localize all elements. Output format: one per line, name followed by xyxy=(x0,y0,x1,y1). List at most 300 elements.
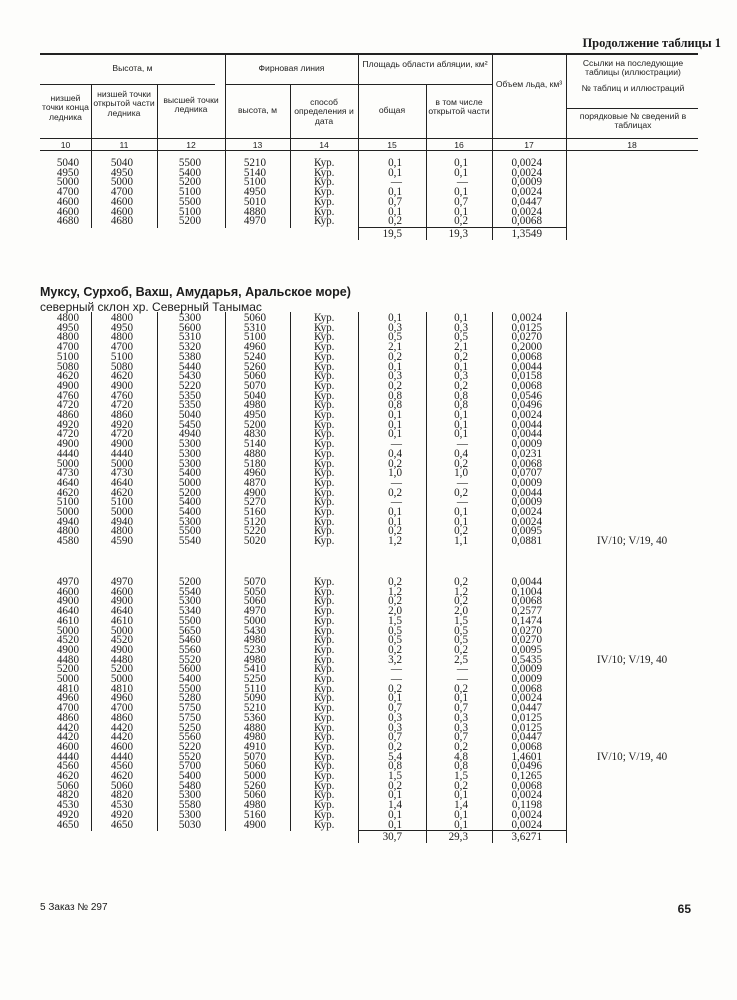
highest-cell: 5650 xyxy=(178,624,201,637)
area-open-cell: 2,0 xyxy=(454,605,468,618)
ice-volume-cell: 0,0024 xyxy=(511,789,542,802)
firn-method-cell: Кур. xyxy=(314,653,335,666)
firn-height-cell: 5310 xyxy=(243,321,266,334)
area-open-cell: — xyxy=(456,496,468,509)
area-open-cell: 0,2 xyxy=(454,779,468,792)
lowest-open-cell: 4900 xyxy=(110,595,133,608)
ice-volume-cell: 1,3549 xyxy=(511,227,542,240)
firn-method-cell: Кур. xyxy=(314,605,335,618)
area-total-cell: 30,7 xyxy=(382,831,402,844)
lowest-open-cell: 4720 xyxy=(110,428,133,441)
ice-volume-cell: 0,0024 xyxy=(511,157,542,169)
ice-volume-cell: 0,0044 xyxy=(511,418,542,431)
firn-method-cell: Кур. xyxy=(314,760,335,773)
lowest-tongue-cell: 5100 xyxy=(56,350,79,363)
lowest-tongue-cell: 4600 xyxy=(56,585,79,598)
lowest-tongue-cell: 4700 xyxy=(56,341,79,354)
firn-height-cell: 5110 xyxy=(244,682,266,695)
area-open-cell: 1,2 xyxy=(454,585,468,598)
ice-volume-cell: 0,0044 xyxy=(511,486,542,499)
firn-method-cell: Кур. xyxy=(314,166,335,179)
highest-cell: 5280 xyxy=(178,692,201,705)
highest-cell: 5300 xyxy=(178,312,201,324)
highest-cell: 5300 xyxy=(178,438,201,451)
lowest-open-cell: 4900 xyxy=(110,643,133,656)
firn-height-cell: 4970 xyxy=(243,605,266,618)
lowest-tongue-cell: 5000 xyxy=(56,176,79,189)
header-vrule-8 xyxy=(566,53,567,150)
firn-height-cell: 4980 xyxy=(243,731,266,744)
ice-volume-cell: 0,0068 xyxy=(511,682,542,695)
highest-cell: 5350 xyxy=(178,389,201,402)
firn-height-cell: 4910 xyxy=(243,740,266,753)
area-open-cell: 0,1 xyxy=(454,409,468,421)
area-open-cell: 0,1 xyxy=(454,157,468,169)
area-open-cell: 0,7 xyxy=(454,195,468,208)
refs-cell: IV/10; V/19, 40 xyxy=(596,535,668,548)
area-open-cell: 0,1 xyxy=(454,205,468,218)
lowest-open-cell: 4730 xyxy=(110,467,133,480)
firn-height-cell: 5060 xyxy=(243,789,266,802)
area-total-cell: 0,4 xyxy=(388,447,402,460)
area-open-cell: 29,3 xyxy=(448,831,468,844)
area-open-cell: 0,1 xyxy=(454,808,468,821)
area-total-cell: 0,2 xyxy=(388,682,402,695)
ice-volume-cell: 0,1004 xyxy=(511,585,542,598)
ice-volume-cell: 0,0068 xyxy=(511,740,542,753)
lowest-tongue-cell: 4620 xyxy=(56,486,79,499)
highest-cell: 5700 xyxy=(178,760,201,773)
area-total-cell: 0,3 xyxy=(388,321,402,334)
firn-method-cell: Кур. xyxy=(314,195,335,208)
area-total-cell: 0,1 xyxy=(388,418,402,431)
area-total-cell: 0,1 xyxy=(388,205,402,218)
header-bottom-rule xyxy=(40,150,698,151)
firn-method-cell: Кур. xyxy=(314,457,335,470)
highest-cell: 5340 xyxy=(178,605,201,618)
highest-cell: 5440 xyxy=(178,360,201,373)
area-open-cell: 4,8 xyxy=(454,750,468,763)
firn-method-header: способ определения и дата xyxy=(294,97,354,126)
lowest-tongue-cell: 4960 xyxy=(56,692,79,705)
firn-method-cell: Кур. xyxy=(314,731,335,744)
ice-volume-cell: 0,1198 xyxy=(511,799,542,812)
refs-cell: IV/10; V/19, 40 xyxy=(596,750,668,763)
lowest-tongue-cell: 4810 xyxy=(56,682,79,695)
lowest-tongue-cell: 4920 xyxy=(56,808,79,821)
area-open-cell: 0,1 xyxy=(454,418,468,431)
column-number: 18 xyxy=(627,140,637,150)
ice-volume-header: Объем льда, км³ xyxy=(495,79,563,89)
height-group-rule xyxy=(40,84,215,85)
firn-height-cell: 5020 xyxy=(243,535,266,548)
ice-volume-cell: 0,0024 xyxy=(511,166,542,179)
area-total-cell: 0,1 xyxy=(388,692,402,705)
highest-cell: 5300 xyxy=(178,515,201,528)
area-total-cell: 1,5 xyxy=(388,770,402,782)
firn-height-cell: 5430 xyxy=(243,624,266,637)
lowest-open-cell: 4640 xyxy=(110,605,133,618)
lowest-open-cell: 4640 xyxy=(110,476,133,489)
firn-method-cell: Кур. xyxy=(314,370,335,383)
lowest-tongue-cell: 4640 xyxy=(56,605,79,618)
lowest-open-cell: 4720 xyxy=(110,399,133,412)
lowest-tongue-cell: 5060 xyxy=(56,779,79,792)
lowest-open-cell: 4920 xyxy=(110,418,133,431)
lowest-open-cell: 4940 xyxy=(110,515,133,528)
firn-height-cell: 4970 xyxy=(243,215,266,228)
firn-method-cell: Кур. xyxy=(314,576,335,588)
firn-method-cell: Кур. xyxy=(314,535,335,548)
highest-cell: 5350 xyxy=(178,399,201,412)
area-total-cell: 0,7 xyxy=(388,731,402,744)
area-total-cell: 1,4 xyxy=(388,799,402,812)
ice-volume-cell: 0,5435 xyxy=(511,653,542,666)
lowest-tongue-cell: 4720 xyxy=(56,428,79,441)
block1-vrule-6 xyxy=(492,150,493,240)
ice-volume-cell: 0,0125 xyxy=(511,711,542,724)
lowest-open-cell: 4900 xyxy=(110,379,133,392)
firn-method-cell: Кур. xyxy=(314,779,335,792)
highest-cell: 5040 xyxy=(178,409,201,421)
ice-volume-cell: 0,1265 xyxy=(511,770,542,782)
ice-volume-cell: 0,0024 xyxy=(511,506,542,518)
lowest-open-cell: 4440 xyxy=(110,447,133,460)
highest-cell: 5200 xyxy=(178,576,201,588)
block2-vrule-4 xyxy=(358,312,359,843)
block2-vrule-6 xyxy=(492,312,493,843)
area-open-cell: 0,5 xyxy=(454,624,468,637)
highest-cell: 5500 xyxy=(178,157,201,169)
block1-vrule-1 xyxy=(157,150,158,228)
ice-volume-cell: 0,0496 xyxy=(511,399,542,412)
lowest-open-cell: 4520 xyxy=(110,634,133,647)
area-open-cell: 1,5 xyxy=(454,614,468,627)
lowest-tongue-cell: 4520 xyxy=(56,634,79,647)
lowest-open-cell: 5000 xyxy=(110,673,133,685)
firn-height-cell: 4960 xyxy=(243,467,266,480)
area-open-cell: 0,2 xyxy=(454,576,468,588)
highest-cell: 5220 xyxy=(178,379,201,392)
area-open-cell: 1,0 xyxy=(454,467,468,480)
area-open-cell: — xyxy=(456,476,468,489)
ice-volume-cell: 0,0270 xyxy=(511,331,542,344)
firn-method-cell: Кур. xyxy=(314,496,335,509)
lowest-open-cell: 4800 xyxy=(110,331,133,344)
lowest-tongue-cell: 4800 xyxy=(56,525,79,538)
lowest-tongue-cell: 4560 xyxy=(56,760,79,773)
area-open-cell: 0,2 xyxy=(454,379,468,392)
lowest-open-cell: 5040 xyxy=(110,157,133,169)
lowest-tongue-cell: 5200 xyxy=(56,663,79,676)
ice-volume-cell: 0,0024 xyxy=(511,312,542,324)
lowest-tongue-cell: 4720 xyxy=(56,399,79,412)
ice-volume-cell: 0,0024 xyxy=(511,515,542,528)
block1-vrule-3 xyxy=(290,150,291,228)
highest-cell: 5300 xyxy=(178,808,201,821)
area-total-cell: 0,2 xyxy=(388,740,402,753)
firn-height-cell: 5140 xyxy=(243,438,266,451)
lowest-open-cell: 4650 xyxy=(110,818,133,831)
area-total-cell: 0,1 xyxy=(388,515,402,528)
ice-volume-cell: 0,0068 xyxy=(511,595,542,608)
lowest-tongue-cell: 4600 xyxy=(56,205,79,218)
area-open-cell: 0,3 xyxy=(454,370,468,383)
lowest-tongue-cell: 4900 xyxy=(56,379,79,392)
lowest-open-cell: 4420 xyxy=(110,721,133,734)
firn-height-cell: 5090 xyxy=(243,692,266,705)
ice-volume-cell: 0,0024 xyxy=(511,818,542,831)
block1-vrule-5 xyxy=(426,150,427,240)
area-open-cell: — xyxy=(456,663,468,676)
firn-method-cell: Кур. xyxy=(314,614,335,627)
page-number: 65 xyxy=(677,902,691,916)
area-total-cell: — xyxy=(390,438,402,451)
area-total-cell: 1,2 xyxy=(388,585,402,598)
highest-cell: 5450 xyxy=(178,418,201,431)
ice-volume-cell: 0,0024 xyxy=(511,186,542,199)
lowest-open-cell: 4960 xyxy=(110,692,133,705)
highest-cell: 5200 xyxy=(178,486,201,499)
highest-cell: 5030 xyxy=(178,818,201,831)
ice-volume-cell: 0,2000 xyxy=(511,341,542,354)
lowest-open-cell: 4600 xyxy=(110,740,133,753)
highest-cell: 5460 xyxy=(178,634,201,647)
highest-cell: 5300 xyxy=(178,447,201,460)
lowest-open-cell: 4950 xyxy=(110,321,133,334)
area-total-header: общая xyxy=(378,105,406,115)
area-total-cell: 0,5 xyxy=(388,634,402,647)
area-total-cell: 0,2 xyxy=(388,457,402,470)
highest-cell: 5750 xyxy=(178,702,201,715)
highest-cell: 5520 xyxy=(178,750,201,763)
firn-method-cell: Кур. xyxy=(314,379,335,392)
area-open-cell: 0,8 xyxy=(454,399,468,412)
area-open-cell: 0,1 xyxy=(454,789,468,802)
area-open-cell: 0,1 xyxy=(454,818,468,831)
lowest-tongue-cell: 5040 xyxy=(56,157,79,169)
firn-method-cell: Кур. xyxy=(314,721,335,734)
firn-method-cell: Кур. xyxy=(314,624,335,637)
area-open-cell: 0,2 xyxy=(454,486,468,499)
area-group-header: Площадь области абляции, км² xyxy=(362,59,488,69)
area-total-cell: 0,2 xyxy=(388,215,402,228)
lowest-tongue-cell: 5000 xyxy=(56,673,79,685)
firn-method-cell: Кур. xyxy=(314,205,335,218)
table-caption: Продолжение таблицы 1 xyxy=(582,36,721,50)
lowest-open-cell: 4700 xyxy=(110,702,133,715)
lowest-tongue-cell: 4700 xyxy=(56,702,79,715)
area-open-cell: 0,7 xyxy=(454,731,468,744)
area-total-cell: 0,1 xyxy=(388,166,402,179)
block2-vrule-0 xyxy=(91,312,92,831)
ice-volume-cell: 0,0068 xyxy=(511,379,542,392)
highest-cell: 5200 xyxy=(178,176,201,189)
area-total-cell: 1,0 xyxy=(388,467,402,480)
lowest-tongue-cell: 5100 xyxy=(56,496,79,509)
area-open-cell: 0,2 xyxy=(454,682,468,695)
area-total-cell: 0,1 xyxy=(388,808,402,821)
ice-volume-cell: 0,0044 xyxy=(511,428,542,441)
lowest-open-cell: 5080 xyxy=(110,360,133,373)
block1-vrule-2 xyxy=(225,150,226,228)
firn-height-cell: 5140 xyxy=(243,166,266,179)
firn-height-cell: 5050 xyxy=(243,585,266,598)
area-total-cell: 2,0 xyxy=(388,605,402,618)
lowest-open-cell: 4700 xyxy=(110,341,133,354)
firn-height-cell: 5000 xyxy=(243,770,266,782)
firn-height-cell: 4960 xyxy=(243,341,266,354)
firn-method-cell: Кур. xyxy=(314,409,335,421)
lowest-tongue-cell: 5000 xyxy=(56,506,79,518)
firn-height-header: высота, м xyxy=(237,105,278,115)
lowest-open-cell: 4970 xyxy=(110,576,133,588)
area-open-cell: 0,2 xyxy=(454,643,468,656)
firn-method-cell: Кур. xyxy=(314,770,335,782)
lowest-open-cell: 4860 xyxy=(110,711,133,724)
ice-volume-cell: 0,0009 xyxy=(511,673,542,685)
ice-volume-cell: 0,0009 xyxy=(511,476,542,489)
header-vrule-7 xyxy=(492,53,493,150)
lowest-open-cell: 4820 xyxy=(110,789,133,802)
area-total-cell: 0,2 xyxy=(388,643,402,656)
area-total-cell: 0,1 xyxy=(388,428,402,441)
area-open-cell: 0,5 xyxy=(454,331,468,344)
lowest-open-cell: 4900 xyxy=(110,438,133,451)
firn-height-cell: 4880 xyxy=(243,205,266,218)
lowest-open-cell: 4680 xyxy=(110,215,133,228)
lowest-tongue-cell: 4440 xyxy=(56,750,79,763)
ice-volume-cell: 0,0496 xyxy=(511,760,542,773)
firn-height-cell: 5160 xyxy=(243,506,266,518)
highest-cell: 5400 xyxy=(178,166,201,179)
highest-cell: 5600 xyxy=(178,663,201,676)
firn-method-cell: Кур. xyxy=(314,643,335,656)
highest-cell: 5250 xyxy=(178,721,201,734)
lowest-open-cell: 4590 xyxy=(110,535,133,548)
firn-method-cell: Кур. xyxy=(314,515,335,528)
firn-method-cell: Кур. xyxy=(314,525,335,538)
ice-volume-cell: 0,0024 xyxy=(511,205,542,218)
lowest-tongue-cell: 4730 xyxy=(56,467,79,480)
highest-cell: 5100 xyxy=(178,186,201,199)
column-number: 17 xyxy=(524,140,534,150)
firn-height-cell: 4900 xyxy=(243,818,266,831)
highest-cell: 5580 xyxy=(178,799,201,812)
area-open-cell: 0,8 xyxy=(454,760,468,773)
lowest-tongue-cell: 4900 xyxy=(56,643,79,656)
highest-cell: 5430 xyxy=(178,370,201,383)
firn-height-cell: 5210 xyxy=(243,157,266,169)
area-total-cell: 1,5 xyxy=(388,614,402,627)
ice-volume-cell: 0,0024 xyxy=(511,692,542,705)
area-open-cell: 0,1 xyxy=(454,515,468,528)
area-total-cell: 0,5 xyxy=(388,331,402,344)
lowest-tongue-cell: 4620 xyxy=(56,770,79,782)
firn-height-cell: 4980 xyxy=(243,399,266,412)
column-number: 11 xyxy=(119,140,129,150)
area-total-cell: 0,1 xyxy=(388,818,402,831)
firn-method-cell: Кур. xyxy=(314,818,335,831)
lowest-open-cell: 5000 xyxy=(110,506,133,518)
area-open-cell: 0,2 xyxy=(454,740,468,753)
ice-volume-cell: 0,1474 xyxy=(511,614,542,627)
area-group-rule xyxy=(358,84,492,85)
lowest-open-cell: 4560 xyxy=(110,760,133,773)
firn-method-cell: Кур. xyxy=(314,595,335,608)
lowest-open-cell: 4620 xyxy=(110,486,133,499)
firn-method-cell: Кур. xyxy=(314,350,335,363)
highest-cell: 5400 xyxy=(178,467,201,480)
lowest-open-cell: 4530 xyxy=(110,799,133,812)
area-open-cell: 1,5 xyxy=(454,770,468,782)
section-subtitle: северный склон хр. Северный Танымас xyxy=(40,300,262,314)
lowest-open-cell: 4950 xyxy=(110,166,133,179)
firn-height-cell: 4980 xyxy=(243,799,266,812)
firn-group-header: Фирновая линия xyxy=(258,63,325,73)
lowest-open-cell: 5100 xyxy=(110,350,133,363)
ice-volume-cell: 0,0009 xyxy=(511,438,542,451)
lowest-open-cell: 4610 xyxy=(110,614,133,627)
firn-method-cell: Кур. xyxy=(314,486,335,499)
area-total-cell: — xyxy=(390,476,402,489)
firn-method-cell: Кур. xyxy=(314,740,335,753)
height-group-header: Высота, м xyxy=(112,63,153,73)
firn-height-cell: 5270 xyxy=(243,496,266,509)
highest-cell: 5500 xyxy=(178,195,201,208)
lowest-open-cell: 4860 xyxy=(110,409,133,421)
column-number: 14 xyxy=(319,140,329,150)
refs-ordinal-header: порядковые № сведений в таблицах xyxy=(579,111,687,131)
area-total-cell: 0,2 xyxy=(388,379,402,392)
firn-height-cell: 5060 xyxy=(243,595,266,608)
ice-volume-cell: 0,0068 xyxy=(511,350,542,363)
firn-method-cell: Кур. xyxy=(314,476,335,489)
lowest-open-cell: 5060 xyxy=(110,779,133,792)
firn-method-cell: Кур. xyxy=(314,176,335,189)
firn-method-cell: Кур. xyxy=(314,692,335,705)
ice-volume-cell: 0,0447 xyxy=(511,702,542,715)
lowest-tongue-cell: 4530 xyxy=(56,799,79,812)
header-top-rule xyxy=(40,53,698,55)
highest-cell: 5480 xyxy=(178,779,201,792)
firn-height-cell: 5230 xyxy=(243,643,266,656)
lowest-open-cell: 4800 xyxy=(110,525,133,538)
firn-method-cell: Кур. xyxy=(314,447,335,460)
firn-height-cell: 5410 xyxy=(243,663,266,676)
area-open-cell: 0,5 xyxy=(454,634,468,647)
firn-method-cell: Кур. xyxy=(314,399,335,412)
area-open-cell: 0,1 xyxy=(454,312,468,324)
ice-volume-cell: 0,2577 xyxy=(511,605,542,618)
area-total-cell: 0,3 xyxy=(388,370,402,383)
firn-height-cell: 5210 xyxy=(243,702,266,715)
firn-method-cell: Кур. xyxy=(314,467,335,480)
lowest-tongue-cell: 4580 xyxy=(56,535,79,548)
firn-method-cell: Кур. xyxy=(314,682,335,695)
highest-cell: 5310 xyxy=(178,331,201,344)
highest-cell: 5400 xyxy=(178,770,201,782)
lowest-open-cell: 5000 xyxy=(110,176,133,189)
lowest-tongue-cell: 5000 xyxy=(56,624,79,637)
firn-height-cell: 5260 xyxy=(243,779,266,792)
area-total-cell: 0,1 xyxy=(388,360,402,373)
firn-height-cell: 5010 xyxy=(243,195,266,208)
firn-method-cell: Кур. xyxy=(314,389,335,402)
ice-volume-cell: 0,0095 xyxy=(511,525,542,538)
ice-volume-cell: 0,0009 xyxy=(511,176,542,189)
firn-group-rule xyxy=(225,84,358,85)
